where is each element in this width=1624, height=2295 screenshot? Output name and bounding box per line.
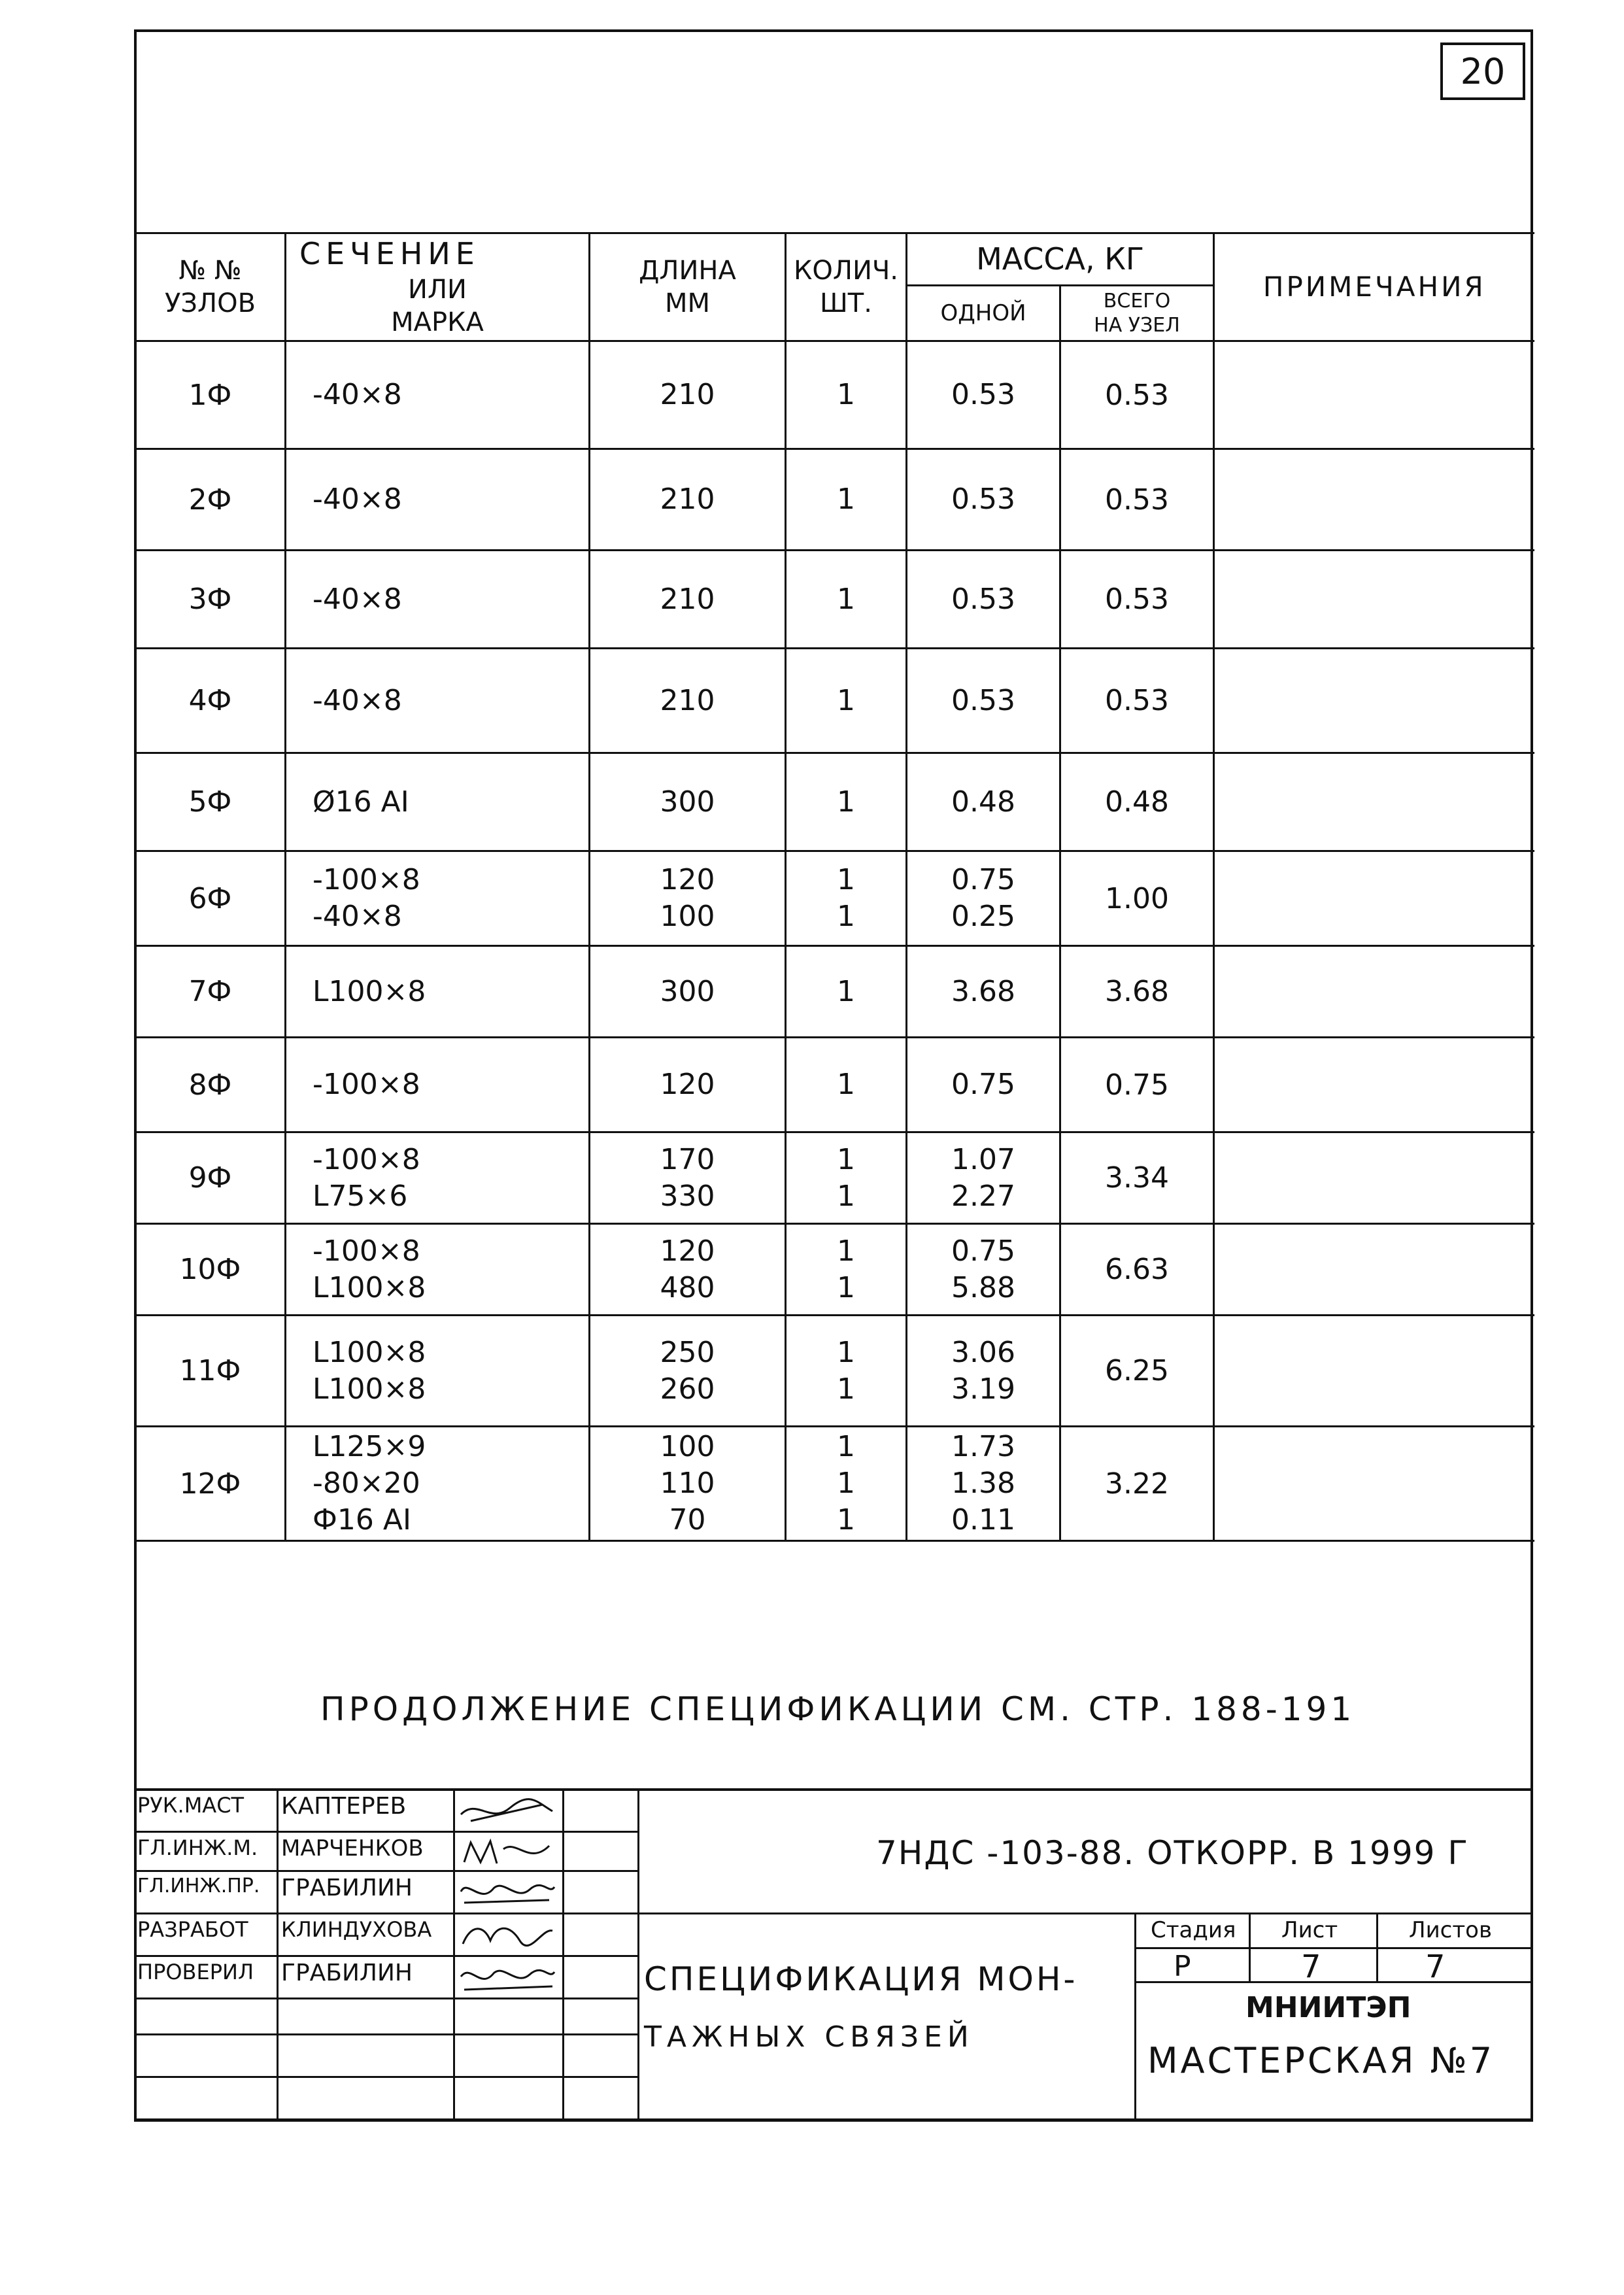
mass-one-cell: 0.75 5.88 bbox=[907, 1224, 1060, 1316]
name-grabilin-1: ГРАБИЛИН bbox=[281, 1875, 413, 1901]
mass-total-cell: 3.22 bbox=[1060, 1427, 1214, 1541]
length-cell: 210 bbox=[590, 649, 786, 753]
section-cell: -40×8 bbox=[286, 449, 590, 551]
notes-cell bbox=[1214, 946, 1534, 1038]
length-cell: 210 bbox=[590, 449, 786, 551]
specification-table bbox=[134, 232, 1534, 1542]
stage-col-line-2 bbox=[1376, 1912, 1378, 1981]
organization-name: МНИИТЭП bbox=[1245, 1991, 1412, 2024]
header-mass-one: ОДНОЙ bbox=[907, 286, 1060, 341]
section-cell: L100×8 L100×8 bbox=[286, 1316, 590, 1427]
description-line-1: СПЕЦИФИКАЦИЯ МОН- bbox=[644, 1960, 1078, 1998]
header-length: ДЛИНА ММ bbox=[590, 233, 786, 341]
table-row bbox=[135, 1316, 1534, 1427]
section-cell: -100×8 -40×8 bbox=[286, 851, 590, 946]
qty-cell: 1 1 1 bbox=[786, 1427, 907, 1541]
signature-2 bbox=[458, 1836, 556, 1869]
mass-one-cell: 0.53 bbox=[907, 449, 1060, 551]
length-cell: 100 110 70 bbox=[590, 1427, 786, 1541]
qty-cell: 1 bbox=[786, 753, 907, 851]
stage-col-line-1 bbox=[1249, 1912, 1251, 1981]
mass-total-cell: 0.53 bbox=[1060, 551, 1214, 649]
node-number: 9Ф bbox=[135, 1132, 286, 1224]
title-block-top-line bbox=[134, 1788, 1533, 1791]
qty-cell: 1 bbox=[786, 341, 907, 449]
mass-one-cell: 0.75 bbox=[907, 1038, 1060, 1132]
sheet-number-box: 20 bbox=[1440, 42, 1525, 100]
stage-label: Стадия bbox=[1151, 1917, 1236, 1943]
node-number: 7Ф bbox=[135, 946, 286, 1038]
notes-cell bbox=[1214, 1038, 1534, 1132]
length-cell: 300 bbox=[590, 946, 786, 1038]
notes-cell bbox=[1214, 449, 1534, 551]
length-cell: 300 bbox=[590, 753, 786, 851]
signature-1 bbox=[458, 1795, 556, 1828]
mass-one-cell: 0.75 0.25 bbox=[907, 851, 1060, 946]
table-row bbox=[135, 551, 1534, 649]
node-number: 11Ф bbox=[135, 1316, 286, 1427]
mass-one-cell: 3.06 3.19 bbox=[907, 1316, 1060, 1427]
notes-cell bbox=[1214, 851, 1534, 946]
section-cell: -40×8 bbox=[286, 649, 590, 753]
notes-cell bbox=[1214, 1316, 1534, 1427]
mass-one-cell: 0.48 bbox=[907, 753, 1060, 851]
table-row bbox=[135, 341, 1534, 449]
title-block-hline-7 bbox=[134, 2076, 637, 2078]
mass-total-cell: 3.68 bbox=[1060, 946, 1214, 1038]
stage-value: Р bbox=[1174, 1950, 1191, 1983]
role-ruk-mast: РУК.МАСТ bbox=[137, 1793, 245, 1818]
role-proveril: ПРОВЕРИЛ bbox=[137, 1960, 254, 1984]
mass-total-cell: 0.53 bbox=[1060, 449, 1214, 551]
mass-total-cell: 0.53 bbox=[1060, 341, 1214, 449]
mass-one-cell: 1.07 2.27 bbox=[907, 1132, 1060, 1224]
title-block-hline-4 bbox=[134, 1955, 637, 1957]
title-block-stage-vline bbox=[1134, 1912, 1136, 2118]
mass-total-cell: 0.75 bbox=[1060, 1038, 1214, 1132]
length-cell: 170 330 bbox=[590, 1132, 786, 1224]
qty-cell: 1 1 bbox=[786, 1132, 907, 1224]
notes-cell bbox=[1214, 341, 1534, 449]
header-notes: ПРИМЕЧАНИЯ bbox=[1214, 233, 1534, 341]
section-cell: -40×8 bbox=[286, 551, 590, 649]
description-line-2: ТАЖНЫХ СВЯЗЕЙ bbox=[644, 2020, 974, 2054]
section-cell: L125×9 -80×20 Ф16 AI bbox=[286, 1427, 590, 1541]
section-cell: -100×8 L75×6 bbox=[286, 1132, 590, 1224]
name-grabilin-2: ГРАБИЛИН bbox=[281, 1960, 413, 1986]
mass-total-cell: 6.63 bbox=[1060, 1224, 1214, 1316]
length-cell: 210 bbox=[590, 341, 786, 449]
mass-one-cell: 0.53 bbox=[907, 649, 1060, 753]
title-block-hline-1 bbox=[134, 1831, 637, 1833]
role-razrabot: РАЗРАБОТ bbox=[137, 1917, 248, 1942]
qty-cell: 1 bbox=[786, 551, 907, 649]
title-block-hline-5 bbox=[134, 1998, 637, 1999]
table-row bbox=[135, 649, 1534, 753]
title-block-mid-line bbox=[637, 1912, 1533, 1914]
length-cell: 120 100 bbox=[590, 851, 786, 946]
document-code: 7НДС -103-88. ОТКОРР. В 1999 Г bbox=[876, 1834, 1469, 1872]
stage-row-line-1 bbox=[1134, 1947, 1533, 1949]
header-mass: МАССА, КГ bbox=[907, 233, 1214, 286]
signature-5 bbox=[458, 1960, 556, 1993]
table-row bbox=[135, 946, 1534, 1038]
notes-cell bbox=[1214, 1427, 1534, 1541]
notes-cell bbox=[1214, 649, 1534, 753]
signature-4 bbox=[458, 1918, 556, 1950]
title-block-hline-3 bbox=[134, 1912, 637, 1914]
notes-cell bbox=[1214, 1132, 1534, 1224]
node-number: 8Ф bbox=[135, 1038, 286, 1132]
node-number: 3Ф bbox=[135, 551, 286, 649]
length-cell: 120 bbox=[590, 1038, 786, 1132]
section-cell: -100×8 bbox=[286, 1038, 590, 1132]
title-block-hline-2 bbox=[134, 1870, 637, 1872]
node-number: 10Ф bbox=[135, 1224, 286, 1316]
section-cell: L100×8 bbox=[286, 946, 590, 1038]
mass-one-cell: 0.53 bbox=[907, 341, 1060, 449]
mass-one-cell: 0.53 bbox=[907, 551, 1060, 649]
title-block-hline-6 bbox=[134, 2033, 637, 2035]
role-gl-inzh-pr: ГЛ.ИНЖ.ПР. bbox=[137, 1875, 260, 1897]
frame-bottom-line bbox=[134, 2118, 1533, 2122]
header-mass-total: ВСЕГО НА УЗЕЛ bbox=[1060, 286, 1214, 341]
name-marchenkov: МАРЧЕНКОВ bbox=[281, 1835, 424, 1862]
node-number: 6Ф bbox=[135, 851, 286, 946]
header-section: СЕЧЕНИЕ ИЛИ МАРКА bbox=[286, 233, 590, 341]
length-cell: 210 bbox=[590, 551, 786, 649]
node-number: 5Ф bbox=[135, 753, 286, 851]
section-cell: Ø16 AI bbox=[286, 753, 590, 851]
header-qty: КОЛИЧ. ШТ. bbox=[786, 233, 907, 341]
section-cell: -100×8 L100×8 bbox=[286, 1224, 590, 1316]
qty-cell: 1 bbox=[786, 449, 907, 551]
qty-cell: 1 bbox=[786, 649, 907, 753]
notes-cell bbox=[1214, 753, 1534, 851]
title-block-vline-4 bbox=[637, 1788, 639, 2118]
title-block-vline-1 bbox=[277, 1788, 279, 2118]
title-block-vline-3 bbox=[562, 1788, 564, 2118]
node-number: 4Ф bbox=[135, 649, 286, 753]
qty-cell: 1 bbox=[786, 1038, 907, 1132]
qty-cell: 1 bbox=[786, 946, 907, 1038]
sheet-label: Лист bbox=[1281, 1917, 1338, 1943]
table-row bbox=[135, 1427, 1534, 1541]
sheet-value: 7 bbox=[1301, 1948, 1321, 1985]
table-row bbox=[135, 851, 1534, 946]
node-number: 2Ф bbox=[135, 449, 286, 551]
node-number: 12Ф bbox=[135, 1427, 286, 1541]
mass-one-cell: 1.73 1.38 0.11 bbox=[907, 1427, 1060, 1541]
mass-total-cell: 1.00 bbox=[1060, 851, 1214, 946]
mass-total-cell: 0.53 bbox=[1060, 649, 1214, 753]
header-node-no: № № УЗЛОВ bbox=[135, 233, 286, 341]
title-block-vline-2 bbox=[453, 1788, 455, 2118]
mass-total-cell: 0.48 bbox=[1060, 753, 1214, 851]
section-cell: -40×8 bbox=[286, 341, 590, 449]
table-row bbox=[135, 753, 1534, 851]
sheets-label: Листов bbox=[1409, 1917, 1493, 1943]
continuation-note: ПРОДОЛЖЕНИЕ СПЕЦИФИКАЦИИ СМ. СТР. 188-191 bbox=[320, 1690, 1356, 1728]
sheets-value: 7 bbox=[1425, 1948, 1446, 1985]
table-row bbox=[135, 449, 1534, 551]
name-kapterev: КАПТЕРЕВ bbox=[281, 1793, 407, 1820]
length-cell: 120 480 bbox=[590, 1224, 786, 1316]
table-row bbox=[135, 1038, 1534, 1132]
table-row bbox=[135, 1224, 1534, 1316]
qty-cell: 1 1 bbox=[786, 1224, 907, 1316]
mass-total-cell: 3.34 bbox=[1060, 1132, 1214, 1224]
qty-cell: 1 1 bbox=[786, 1316, 907, 1427]
mass-one-cell: 3.68 bbox=[907, 946, 1060, 1038]
mass-total-cell: 6.25 bbox=[1060, 1316, 1214, 1427]
node-number: 1Ф bbox=[135, 341, 286, 449]
name-klindukhova: КЛИНДУХОВА bbox=[281, 1917, 432, 1942]
qty-cell: 1 1 bbox=[786, 851, 907, 946]
stage-row-line-2 bbox=[1134, 1981, 1533, 1983]
notes-cell bbox=[1214, 551, 1534, 649]
role-gl-inzh-m: ГЛ.ИНЖ.М. bbox=[137, 1835, 258, 1860]
table-row bbox=[135, 1132, 1534, 1224]
signature-3 bbox=[458, 1875, 556, 1908]
notes-cell bbox=[1214, 1224, 1534, 1316]
length-cell: 250 260 bbox=[590, 1316, 786, 1427]
workshop-name: МАСТЕРСКАЯ №7 bbox=[1147, 2040, 1495, 2081]
